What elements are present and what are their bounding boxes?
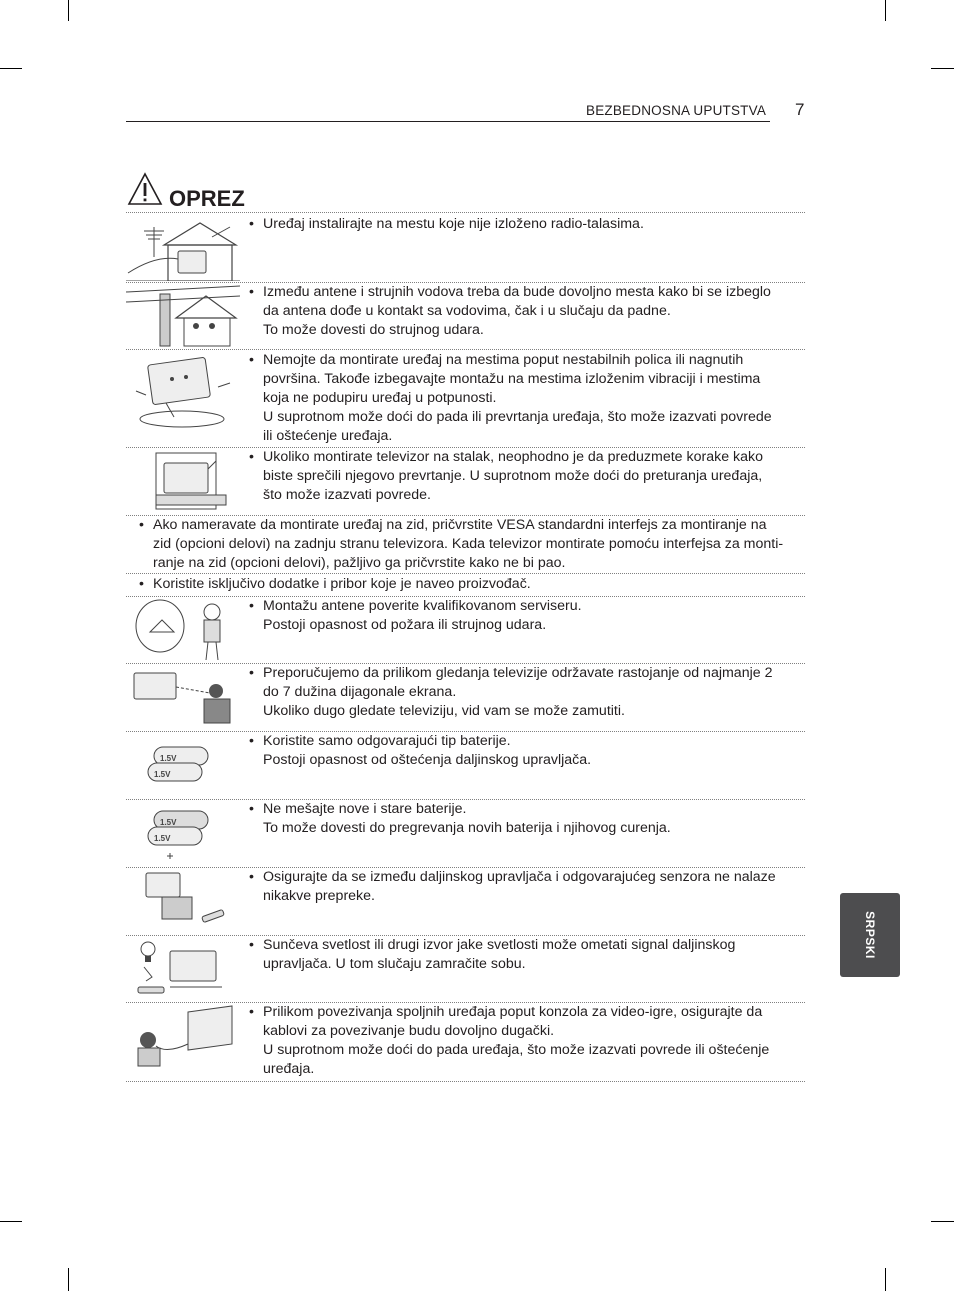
item-text: Koristite isključivo dodatke i pribor koje je naveo proizvođač. [153,576,531,592]
item-text: Između antene i strujnih vodova treba da bude dovoljno mesta kako bi se izbeglo da antena dođe u kontakt sa vodovima, čak i u slučaju da padne. To može dovesti do strujnog udara. [263,284,771,338]
item-text: Uređaj instalirajte na mestu koje nije izloženo radio-talasima. [263,216,644,232]
row-divider [126,349,805,350]
bullet: • [249,1004,254,1020]
list-item [249,351,805,446]
bullet: • [139,576,144,592]
item-text: Prilikom povezivanja spoljnih uređaja poput konzola za video-igre, osigurajte da kablovi za povezivanje budu dovoljno dugački. U suprotnom može doći do pada uređaja, što može izazvati povrede ili oštećenje uređaja. [263,1004,770,1077]
bullet: • [139,517,144,533]
bullet: • [249,869,254,885]
item-text: Ne mešajte nove i stare baterije. To može dovesti do pregrevanja novih baterija i njihovog curenja. [263,801,671,836]
item-text: Osigurajte da se između daljinskog upravljača i odgovarajućeg senzora ne nalaze nikakve prepreke. [263,869,776,904]
crop-mark [0,68,22,69]
row-divider [126,212,805,213]
house-antenna-illustration [126,215,240,281]
cable-length-illustration [126,1004,240,1078]
batteries-illustration [126,733,240,797]
battery-label: 1.5V [160,818,177,827]
list-item [249,448,805,505]
item-text: Koristite samo odgovarajući tip baterije. Postoji opasnost od oštećenja daljinskog upravljača. [263,733,592,768]
list-item [249,868,805,906]
crop-mark [0,1221,22,1222]
antenna-power-line-illustration [126,284,240,348]
bullet: • [249,284,254,300]
bullet: • [249,216,254,232]
strong-light-illustration [126,937,240,1001]
item-text: Preporučujemo da prilikom gledanja televizije održavate rastojanje od najmanje 2 do 7 dužina dijagonale ekrana. Ukoliko dugo gledate televiziju, vid vam se može zamutiti. [263,665,773,719]
list-item [249,215,805,234]
bullet: • [249,598,254,614]
page-number: 7 [795,100,805,119]
item-text: Nemojte da montirate uređaj na mestima poput nestabilnih polica ili nagnutih površina. Takođe izbegavajte montažu na mestima izloženim vibraciji i mestima koja ne podupiru uređaj u potpunosti. U suprotnom može doći do pada ili prevrtanja uređaja, što može izazvati povrede ili oštećenje uređaja. [263,352,772,444]
crop-mark [68,0,69,21]
battery-label: 1.5V [160,754,177,763]
crop-mark [931,1221,954,1222]
item-text: Sunčeva svetlost ili drugi izvor jake svetlosti može ometati signal daljinskog upravljača. U tom slučaju zamračite sobu. [263,937,736,972]
warning-triangle-icon [127,172,163,206]
crop-mark [885,0,886,21]
item-text: Montažu antene poverite kvalifikovanom serviseru. Postoji opasnost od požara ili strujnog udara. [263,598,582,633]
bullet: • [249,733,254,749]
antenna-service-technician-illustration [126,598,240,662]
battery-label: 1.5V [154,834,171,843]
bullet: • [249,352,254,368]
list-item [249,936,805,974]
bullet: • [249,449,254,465]
item-text: Ukoliko montirate televizor na stalak, neophodno je da preduzmete korake kako biste sprečili njegovo prevrtanje. U suprotnom može doći do preturanja uređaja, što može izazvati povrede. [263,449,763,503]
caution-title: OPREZ [169,186,245,211]
crop-mark [885,1268,886,1291]
language-tab-label: SRPSKI [863,911,877,959]
list-item [139,516,805,573]
viewing-distance-illustration [126,665,240,729]
crop-mark [931,68,954,69]
remote-obstacle-illustration [126,869,240,933]
bullet: • [249,937,254,953]
list-item [249,664,805,721]
crop-mark [68,1268,69,1291]
item-text: Ako nameravate da montirate uređaj na zid, pričvrstite VESA standardni interfejs za montiranje na zid (opcioni delovi) na zadnju stranu televizora. Kada televizor montirate pomoću interfejsa za monti- ranje na zid (opcioni delovi), pažljivo ga pričvrstite kako ne bi pao. [153,517,784,571]
row-divider [126,1081,805,1082]
header-rule [126,121,770,122]
header-section-title: BEZBEDNOSNA UPUTSTVA [586,103,767,118]
bullet: • [249,665,254,681]
list-item [249,800,805,838]
list-item [249,283,805,340]
list-item [249,597,805,635]
list-item [249,1003,805,1079]
list-item [249,732,805,770]
language-tab [840,893,900,977]
tv-on-stand-illustration [126,449,240,513]
bullet: • [249,801,254,817]
battery-label: 1.5V [154,770,171,779]
unstable-tv-illustration [126,351,240,445]
old-new-batteries-illustration [126,801,240,865]
row-divider [126,573,805,574]
list-item [139,575,805,594]
